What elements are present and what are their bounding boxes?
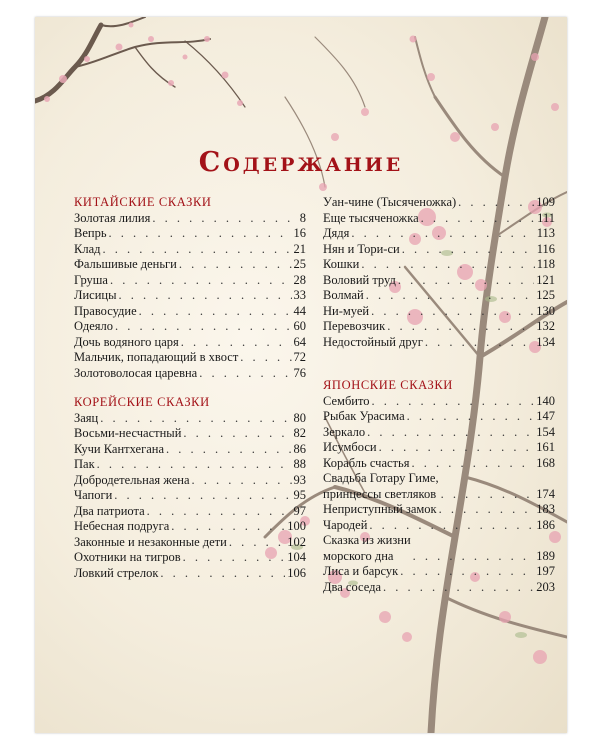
entry-page: 109 xyxy=(536,195,555,209)
toc-entry[interactable] xyxy=(74,457,306,473)
section-heading: КОРЕЙСКИЕ СКАЗКИ xyxy=(74,395,210,409)
leader-dots xyxy=(119,288,292,304)
entry-page: 60 xyxy=(293,319,306,333)
book-page xyxy=(35,17,567,733)
leader-dots xyxy=(411,456,534,472)
entry-label: Чародей xyxy=(323,517,368,532)
entry-page: 113 xyxy=(536,226,555,240)
section-heading: КИТАЙСКИЕ СКАЗКИ xyxy=(74,195,212,209)
page-title: Содержание xyxy=(198,147,404,178)
entry-page: 80 xyxy=(293,410,306,425)
entry-label: Лисицы xyxy=(74,288,117,302)
leader-dots xyxy=(110,273,292,289)
leader-dots xyxy=(379,440,535,456)
entry-label: Охотники на тигров xyxy=(74,550,181,564)
leader-dots xyxy=(372,394,535,410)
section-korean xyxy=(74,395,306,581)
entry-page: 21 xyxy=(293,241,306,256)
toc-entry[interactable] xyxy=(74,519,306,535)
entry-label: Клад xyxy=(74,241,101,256)
leader-dots xyxy=(102,242,291,258)
entry-page: 102 xyxy=(287,534,306,549)
entry-page: 125 xyxy=(536,288,555,302)
entry-page: 189 xyxy=(536,548,555,563)
entry-label: Вепрь xyxy=(74,226,107,240)
entry-page: 106 xyxy=(287,565,306,580)
toc-entry[interactable] xyxy=(74,226,306,242)
entry-label: Кошки xyxy=(323,257,360,271)
entry-label: Исумбоси xyxy=(323,440,377,454)
leader-dots xyxy=(147,504,292,520)
leader-dots xyxy=(366,288,535,304)
leader-dots xyxy=(371,304,534,320)
leader-dots xyxy=(361,257,534,273)
entry-page: 76 xyxy=(293,365,306,380)
entry-label: Сембито xyxy=(323,393,370,408)
leader-dots xyxy=(458,195,534,211)
leader-dots xyxy=(367,425,534,441)
toc-entry[interactable] xyxy=(74,366,306,382)
entry-label: Ловкий стрелок xyxy=(74,565,159,580)
entry-label: Уан-чине (Тысяченожка) xyxy=(323,195,457,209)
toc-entry[interactable] xyxy=(74,273,306,289)
entry-page: 140 xyxy=(536,393,555,408)
entry-label: Мальчик, попадающий в хвост xyxy=(74,350,239,364)
entry-page: 88 xyxy=(293,457,306,471)
entry-page: 8 xyxy=(299,210,306,225)
toc-entry[interactable] xyxy=(74,488,306,504)
entry-page: 25 xyxy=(293,257,306,271)
entry-label: Корабль счастья xyxy=(323,455,410,470)
toc-right-column xyxy=(323,195,555,609)
leader-dots xyxy=(139,304,292,320)
toc-entry[interactable] xyxy=(323,195,555,211)
toc-entry[interactable] xyxy=(323,580,555,596)
entry-label: Лиса и барсук xyxy=(323,564,399,578)
toc-entry[interactable] xyxy=(74,335,306,351)
leader-dots xyxy=(183,550,286,566)
toc-left-column xyxy=(74,195,306,595)
section-japanese xyxy=(323,378,555,595)
leader-dots xyxy=(171,519,285,535)
entry-label: Добродетельная жена xyxy=(74,472,190,487)
entry-page: 203 xyxy=(536,579,555,594)
entry-page: 186 xyxy=(536,517,555,532)
leader-dots xyxy=(152,211,297,227)
entry-page: 95 xyxy=(293,488,306,502)
entry-label: Одеяло xyxy=(74,319,114,333)
leader-dots xyxy=(400,564,534,580)
entry-label: Воловий труд xyxy=(323,272,396,287)
toc-entry[interactable] xyxy=(74,211,306,227)
leader-dots xyxy=(398,273,534,289)
leader-dots xyxy=(439,502,535,518)
entry-page: 100 xyxy=(287,519,306,533)
section-heading: ЯПОНСКИЕ СКАЗКИ xyxy=(323,378,453,392)
entry-page: 28 xyxy=(293,272,306,287)
entry-page: 147 xyxy=(536,409,555,423)
entry-page: 197 xyxy=(536,564,555,578)
entry-label: Правосудие xyxy=(74,303,137,318)
toc-entry[interactable] xyxy=(74,319,306,335)
leader-dots xyxy=(192,473,292,489)
toc-entry[interactable] xyxy=(323,288,555,304)
entry-label: Нян и Тори-си xyxy=(323,241,400,256)
entry-label: Волмай xyxy=(323,288,364,302)
toc-entry[interactable] xyxy=(74,350,306,366)
leader-dots xyxy=(114,488,291,504)
toc-entry[interactable] xyxy=(323,518,555,534)
entry-label: Фальшивые деньги xyxy=(74,257,177,271)
leader-dots xyxy=(369,518,534,534)
leader-dots xyxy=(109,226,292,242)
toc-entry[interactable] xyxy=(323,257,555,273)
toc-entry[interactable] xyxy=(323,456,555,472)
entry-page: 154 xyxy=(536,424,555,439)
entry-label-line2: принцессы светляков xyxy=(323,486,437,501)
entry-page: 33 xyxy=(293,288,306,302)
entry-page: 161 xyxy=(536,440,555,454)
leader-dots xyxy=(441,487,535,503)
toc-entry[interactable] xyxy=(323,211,555,227)
entry-label: Кучи Кантхегана xyxy=(74,441,165,456)
toc-entry[interactable] xyxy=(74,242,306,258)
entry-page: 121 xyxy=(536,272,555,287)
entry-page: 72 xyxy=(293,350,306,364)
leader-dots xyxy=(100,411,291,427)
leader-dots xyxy=(413,549,535,565)
entry-page: 118 xyxy=(536,257,555,271)
entry-page: 134 xyxy=(536,334,555,349)
toc-entry[interactable] xyxy=(74,535,306,551)
entry-page: 132 xyxy=(536,319,555,333)
leader-dots xyxy=(166,442,291,458)
toc-entry[interactable] xyxy=(74,566,306,582)
leader-dots xyxy=(351,226,534,242)
leader-dots xyxy=(229,535,285,551)
entry-label: Свадьба Готару Гиме, xyxy=(323,471,439,485)
toc-entry[interactable] xyxy=(323,304,555,320)
toc-entry[interactable] xyxy=(323,564,555,580)
top-left-blossoms xyxy=(44,23,243,107)
toc-entry[interactable] xyxy=(74,550,306,566)
entry-label: Заяц xyxy=(74,410,99,425)
entry-label-wrap xyxy=(323,533,411,564)
entry-label: Два соседа xyxy=(323,579,382,594)
entry-label: Еще тысяченожка xyxy=(323,210,419,225)
entry-label: Перевозчик xyxy=(323,319,386,333)
entry-label: Дядя xyxy=(323,226,350,240)
entry-label: Золотоволосая царевна xyxy=(74,365,198,380)
entry-page: 44 xyxy=(293,303,306,318)
entry-label: Два патриота xyxy=(74,503,145,518)
entry-page: 183 xyxy=(536,502,555,516)
entry-label: Неприступный замок xyxy=(323,502,437,516)
leader-dots xyxy=(115,319,291,335)
entry-page: 86 xyxy=(293,441,306,456)
toc-entry[interactable] xyxy=(323,502,555,518)
toc-entry[interactable] xyxy=(74,504,306,520)
entry-label: Золотая лилия xyxy=(74,210,151,225)
entry-page: 97 xyxy=(293,503,306,518)
entry-label: Груша xyxy=(74,272,108,287)
entry-page: 111 xyxy=(537,210,555,225)
entry-label-line2: морского дна xyxy=(323,548,394,563)
toc-entry[interactable] xyxy=(74,411,306,427)
toc-entry[interactable] xyxy=(74,473,306,489)
entry-label: Сказка из жизни xyxy=(323,533,411,547)
toc-entry[interactable] xyxy=(74,288,306,304)
toc-entry[interactable] xyxy=(323,226,555,242)
leader-dots xyxy=(402,242,535,258)
toc-entry[interactable] xyxy=(74,304,306,320)
toc-entry[interactable] xyxy=(74,442,306,458)
leader-dots xyxy=(179,257,292,273)
leader-dots xyxy=(383,580,534,596)
entry-label: Рыбак Урасима xyxy=(323,409,405,423)
toc-entry[interactable] xyxy=(323,335,555,351)
leader-dots xyxy=(407,409,535,425)
leader-dots xyxy=(181,335,292,351)
leader-dots xyxy=(199,366,291,382)
entry-page: 168 xyxy=(536,455,555,470)
entry-page: 64 xyxy=(293,334,306,349)
leader-dots xyxy=(183,426,291,442)
leader-dots xyxy=(240,350,291,366)
section-chinese xyxy=(74,195,306,381)
toc-entry[interactable] xyxy=(323,533,555,564)
toc-entry[interactable] xyxy=(323,471,555,502)
entry-page: 116 xyxy=(536,241,555,256)
entry-page: 130 xyxy=(536,303,555,318)
toc-entry[interactable] xyxy=(323,425,555,441)
toc-entry[interactable] xyxy=(323,273,555,289)
leader-dots xyxy=(387,319,534,335)
top-left-branch xyxy=(35,17,245,107)
entry-page: 93 xyxy=(293,472,306,487)
leader-dots xyxy=(421,211,536,227)
leader-dots xyxy=(425,335,534,351)
entry-label: Зеркало xyxy=(323,424,366,439)
leader-dots xyxy=(160,566,285,582)
section-korean-continued xyxy=(323,195,555,350)
toc-entry[interactable] xyxy=(74,257,306,273)
toc-entry[interactable] xyxy=(323,409,555,425)
toc-entry[interactable] xyxy=(323,394,555,410)
entry-label: Законные и незаконные дети xyxy=(74,534,227,549)
toc-entry[interactable] xyxy=(74,426,306,442)
entry-label-wrap xyxy=(323,471,439,502)
toc-entry[interactable] xyxy=(323,242,555,258)
entry-label: Восьми-несчастный xyxy=(74,426,182,440)
entry-page: 174 xyxy=(536,486,555,501)
toc-entry[interactable] xyxy=(323,319,555,335)
entry-page: 104 xyxy=(287,550,306,564)
entry-label: Дочь водяного царя xyxy=(74,334,179,349)
entry-label: Пак xyxy=(74,457,95,471)
entry-label: Ни-муей xyxy=(323,303,370,318)
entry-label: Недостойный друг xyxy=(323,334,423,349)
toc-entry[interactable] xyxy=(323,440,555,456)
leader-dots xyxy=(97,457,292,473)
entry-label: Небесная подруга xyxy=(74,519,170,533)
entry-page: 16 xyxy=(293,226,306,240)
entry-page: 82 xyxy=(293,426,306,440)
entry-label: Чапоги xyxy=(74,488,113,502)
